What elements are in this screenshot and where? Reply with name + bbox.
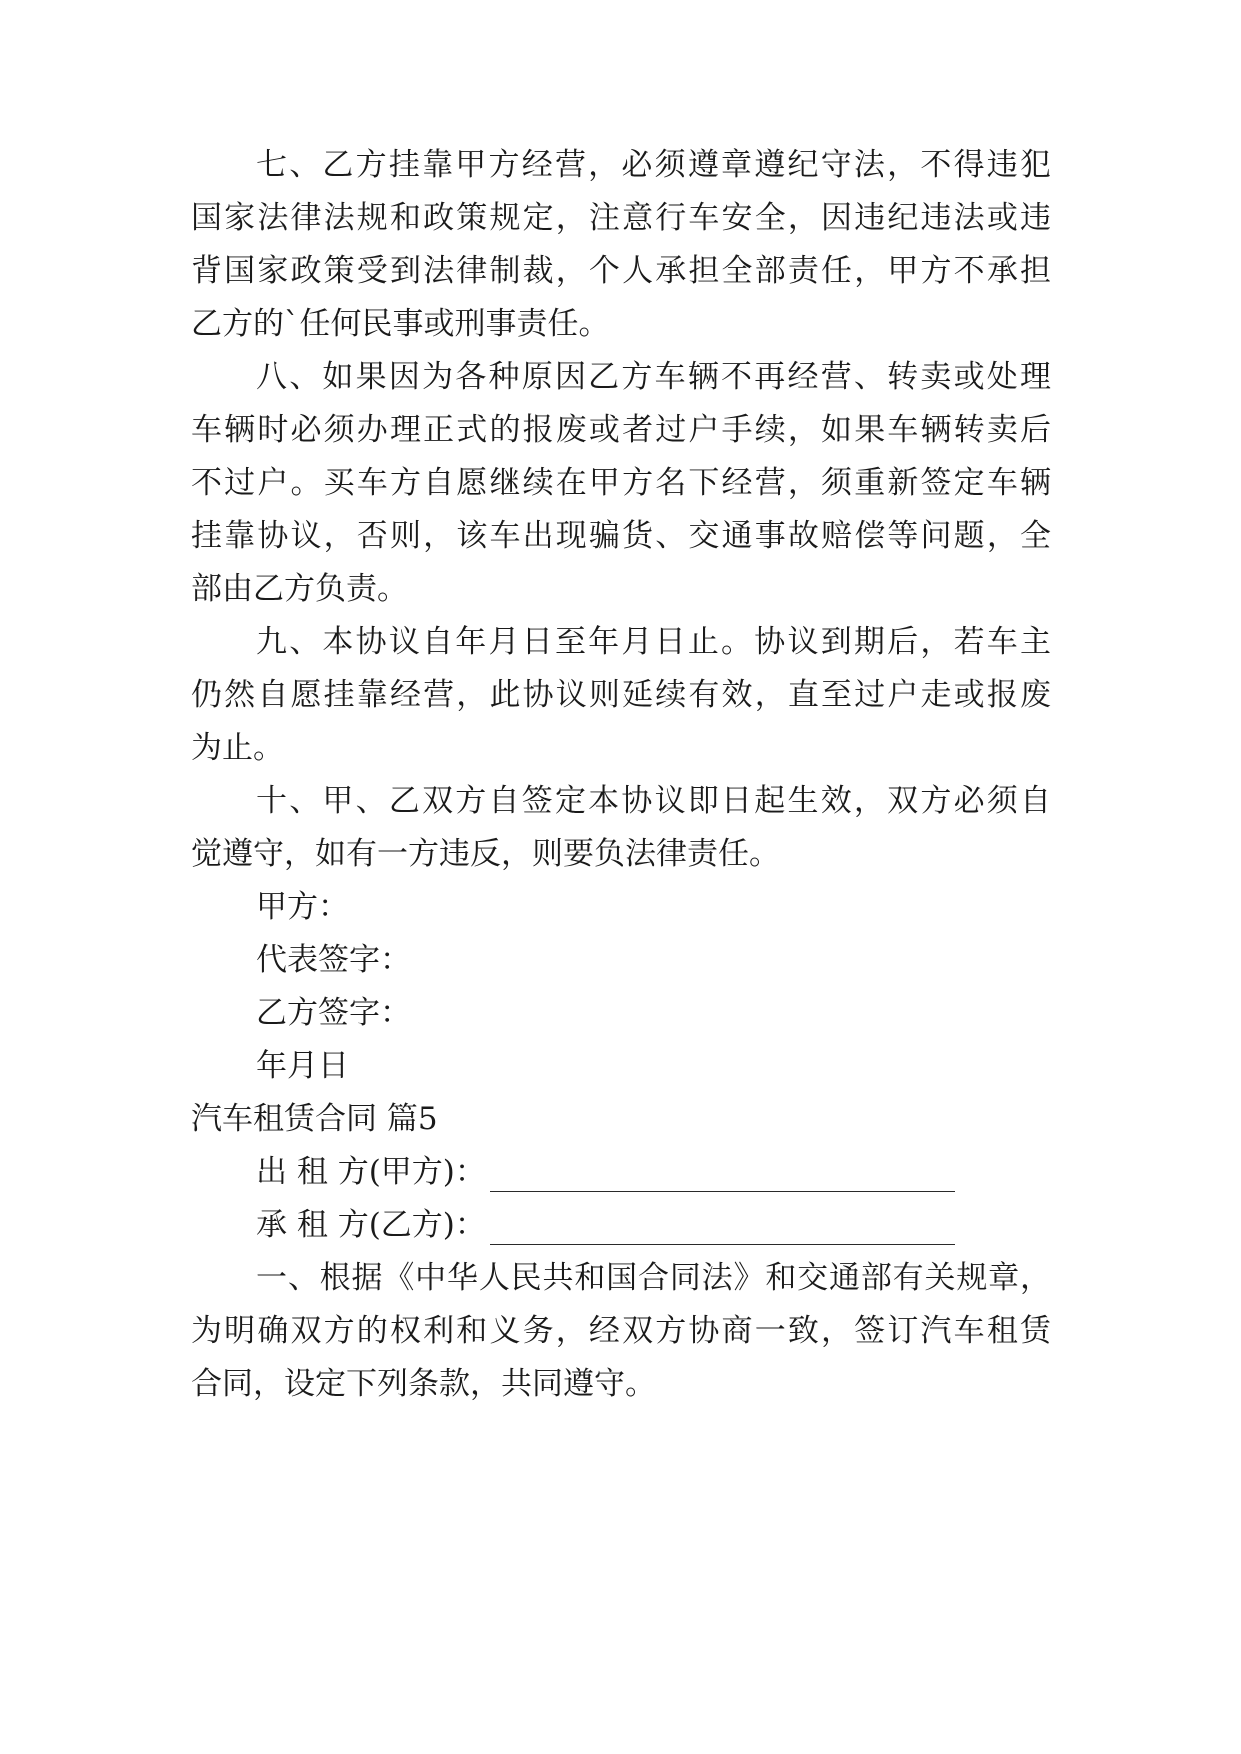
clause-1-line-3: 合同，设定下列条款，共同遵守。 <box>191 1366 656 1402</box>
clause-9-line-1: 九、本协议自年月日至年月日止。协议到期后，若车主 <box>256 624 1051 660</box>
clause-10-line-2: 觉遵守，如有一方违反，则要负法律责任。 <box>191 836 780 872</box>
lessor-blank-line <box>490 1161 955 1192</box>
clause-7-line-3: 背国家政策受到法律制裁，个人承担全部责任，甲方不承担 <box>191 253 1051 289</box>
clause-1-line-1: 一、根据《中华人民共和国合同法》和交通部有关规章， <box>256 1260 1051 1296</box>
lessee-blank-line <box>490 1214 955 1245</box>
clause-8-line-5: 部由乙方负责。 <box>191 571 408 607</box>
party-a-label: 甲方： <box>256 889 349 925</box>
clause-7-line-1: 七、乙方挂靠甲方经营，必须遵章遵纪守法，不得违犯 <box>256 147 1051 183</box>
clause-8-line-2: 车辆时必须办理正式的报废或者过户手续，如果车辆转卖后 <box>191 412 1051 448</box>
clause-8-line-4: 挂靠协议，否则，该车出现骗货、交通事故赔偿等问题，全 <box>191 518 1051 554</box>
lessee-label: 承 租 方(乙方)： <box>256 1207 486 1243</box>
clause-8-line-1: 八、如果因为各种原因乙方车辆不再经营、转卖或处理 <box>256 359 1051 395</box>
section-title: 汽车租赁合同 篇5 <box>191 1101 438 1137</box>
clause-9-line-3: 为止。 <box>191 730 284 766</box>
clause-1-line-2: 为明确双方的权利和义务，经双方协商一致，签订汽车租赁 <box>191 1313 1051 1349</box>
date-label: 年月日 <box>256 1048 349 1084</box>
lessor-label: 出 租 方(甲方)： <box>256 1154 486 1190</box>
clause-9-line-2: 仍然自愿挂靠经营，此协议则延续有效，直至过户走或报废 <box>191 677 1051 713</box>
party-b-signature-label: 乙方签字： <box>256 995 411 1031</box>
clause-7-line-4: 乙方的`任何民事或刑事责任。 <box>191 306 610 342</box>
clause-7-line-2: 国家法律法规和政策规定，注意行车安全，因违纪违法或违 <box>191 200 1051 236</box>
clause-10-line-1: 十、甲、乙双方自签定本协议即日起生效，双方必须自 <box>256 783 1051 819</box>
lessee-field-row <box>256 1205 1051 1245</box>
clause-8-line-3: 不过户。买车方自愿继续在甲方名下经营，须重新签定车辆 <box>191 465 1051 501</box>
lessor-field-row <box>256 1152 1051 1192</box>
representative-signature-label: 代表签字： <box>256 942 411 978</box>
